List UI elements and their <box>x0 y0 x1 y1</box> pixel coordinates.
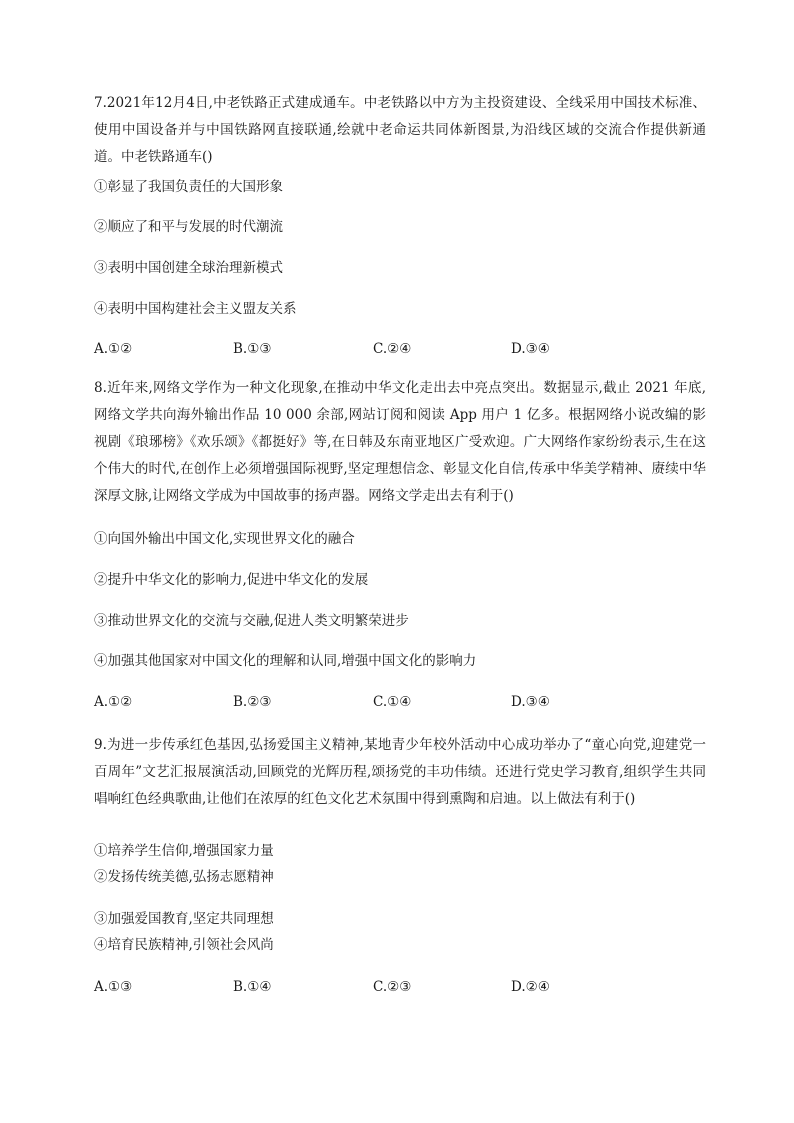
answer-choices <box>94 978 694 996</box>
option-item: ②提升中华文化的影响力,促进中华文化的发展 <box>94 572 369 588</box>
answer-choice-a: A.①② <box>94 341 133 357</box>
answer-choices <box>94 340 694 358</box>
answer-choice-c: C.②③ <box>373 979 412 995</box>
question-stem: 7.2021年12月4日,中老铁路正式建成通车。中老铁路以中方为主投资建设、全线采用中国技术标准、使用中国设备并与中国铁路网直接联通,绘就中老命运共同体新图景,为沿线区域的交流合作提供新通道。中老铁路通车() <box>94 95 706 165</box>
option-item: ③推动世界文化的交流与交融,促进人类文明繁荣进步 <box>94 613 409 629</box>
option-item: ④培育民族精神,引领社会风尚 <box>94 937 274 953</box>
answer-choices <box>94 693 694 711</box>
answer-choice-b: B.②③ <box>233 694 272 710</box>
option-item: ①培养学生信仰,增强国家力量 <box>94 843 274 859</box>
answer-choice-a: A.①② <box>94 694 133 710</box>
option-item: ④表明中国构建社会主义盟友关系 <box>94 301 297 317</box>
question-9 <box>94 732 706 813</box>
answer-choice-d: D.③④ <box>511 694 550 710</box>
option-item: ①向国外输出中国文化,实现世界文化的融合 <box>94 531 355 547</box>
option-item: ③加强爱国教育,坚定共同理想 <box>94 911 274 927</box>
answer-choice-b: B.①③ <box>233 341 272 357</box>
answer-choice-a: A.①③ <box>94 979 133 995</box>
answer-choice-c: C.②④ <box>373 341 412 357</box>
question-8 <box>94 375 706 510</box>
question-stem: 8.近年来,网络文学作为一种文化现象,在推动中华文化走出去中亮点突出。数据显示,截止 2021 年底,网络文学共向海外输出作品 10 000 余部,网站订阅和阅读 App 用户 1 亿多。根据网络小说改编的影视剧《琅琊榜》《欢乐颂》《都挺好》等,在日韩及东南亚地区广受欢迎。广大网络作家纷纷表示,生在这个伟大的时代,在创作上必须增强国际视野,坚定理想信念、彰显文化自信,传承中华美学精神、赓续中华深厚文脉,让网络文学成为中国故事的扬声器。网络文学走出去有利于() <box>94 380 706 504</box>
option-item: ③表明中国创建全球治理新模式 <box>94 260 283 276</box>
answer-choice-d: D.③④ <box>511 341 550 357</box>
option-item: ①彰显了我国负责任的大国形象 <box>94 179 283 195</box>
answer-choice-c: C.①④ <box>373 694 412 710</box>
option-item: ②发扬传统美德,弘扬志愿精神 <box>94 869 274 885</box>
answer-choice-d: D.②④ <box>511 979 550 995</box>
option-item: ②顺应了和平与发展的时代潮流 <box>94 219 283 235</box>
option-item: ④加强其他国家对中国文化的理解和认同,增强中国文化的影响力 <box>94 653 477 669</box>
question-7 <box>94 90 706 171</box>
answer-choice-b: B.①④ <box>233 979 272 995</box>
question-stem: 9.为进一步传承红色基因,弘扬爱国主义精神,某地青少年校外活动中心成功举办了“童心向党,迎建党一百周年”文艺汇报展演活动,回顾党的光辉历程,颂扬党的丰功伟绩。还进行党史学习教育,组织学生共同唱响红色经典歌曲,让他们在浓厚的红色文化艺术氛围中得到熏陶和启迪。以上做法有利于() <box>94 737 706 807</box>
